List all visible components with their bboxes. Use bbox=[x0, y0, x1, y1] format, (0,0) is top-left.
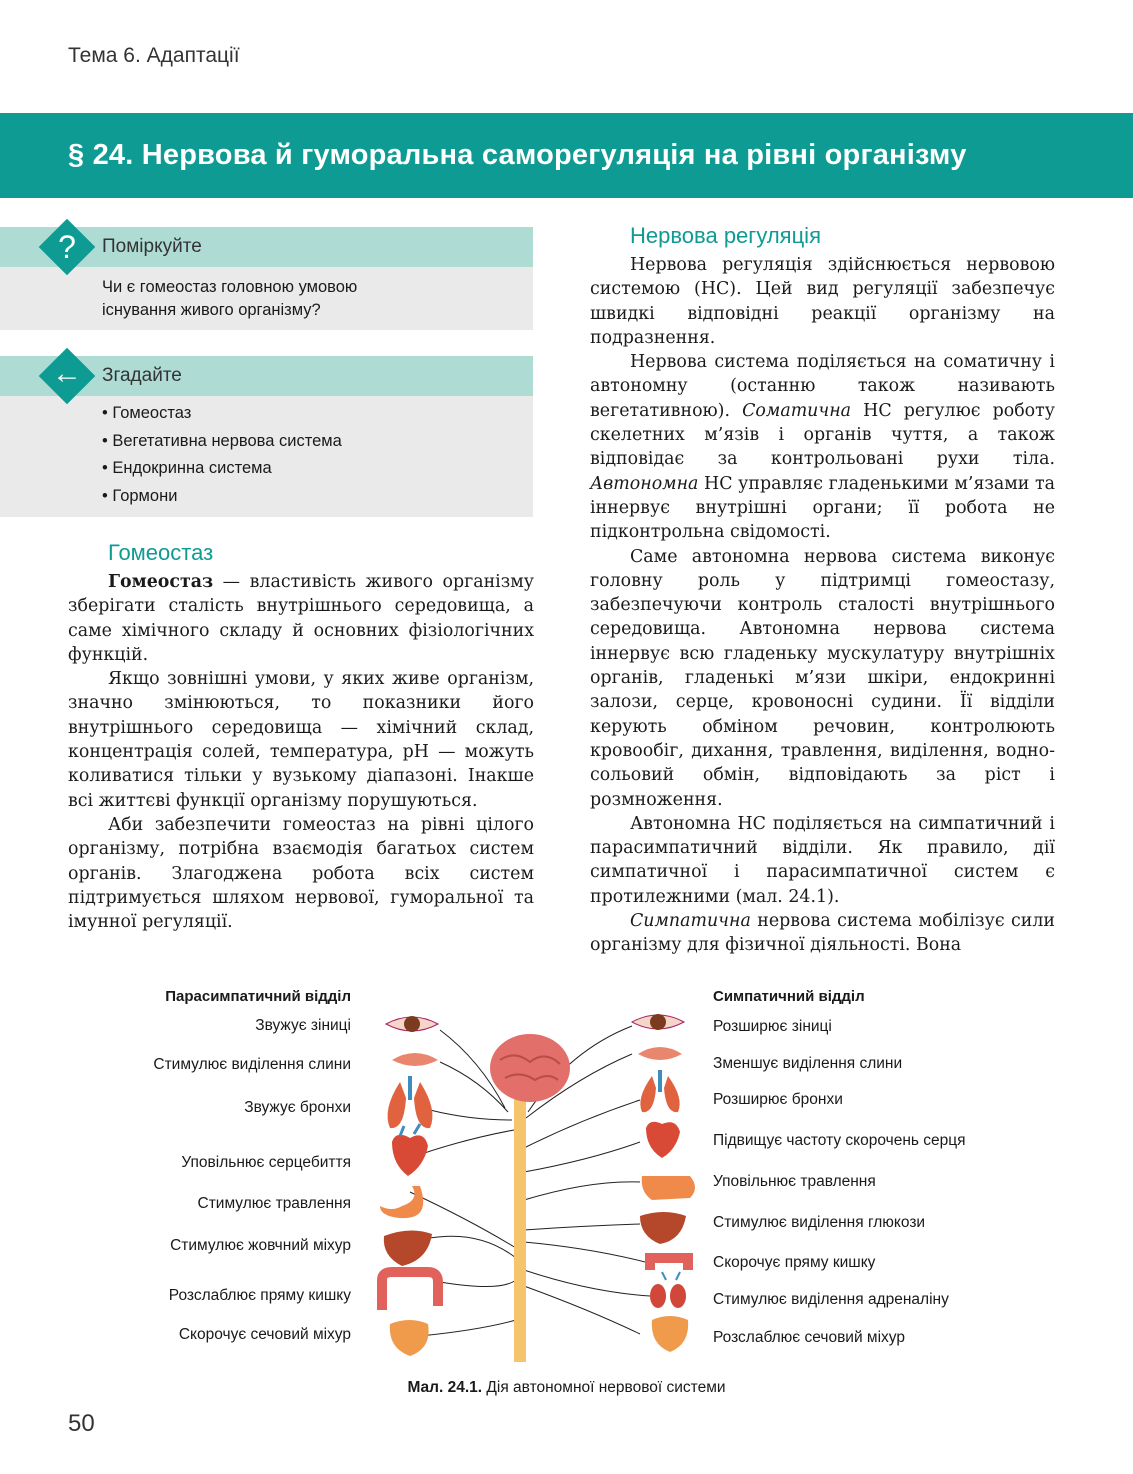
parasympathetic-label: Розслаблює пряму кишку bbox=[168, 1287, 351, 1304]
parasympathetic-label: Стимулює травлення bbox=[197, 1195, 351, 1212]
recall-box-list bbox=[102, 402, 342, 512]
lips-icon bbox=[638, 1047, 682, 1060]
paragraph-text: Нервова система поділяється на соматичну і автономну (останню також називають вегетативною). bbox=[590, 352, 1055, 421]
question-mark-glyph: ? bbox=[58, 229, 76, 265]
sympathetic-label: Скорочує пряму кишку bbox=[713, 1254, 876, 1271]
bladder-icon bbox=[652, 1316, 688, 1352]
section-title: § 24. Нервова й гуморальна саморегуляція на рівні організму bbox=[68, 139, 967, 171]
liver-icon bbox=[384, 1230, 432, 1266]
heart-icon bbox=[392, 1124, 428, 1176]
sympathetic-label: Розслаблює сечовий міхур bbox=[713, 1329, 905, 1346]
paragraph: Аби забезпечити гомеостаз на рівні цілого організму, потрібна взаємодія багатьох систем органів. Злагоджена робота всіх систем підтримується шляхом нервової, гуморальної та імунної регуляції. bbox=[68, 814, 534, 933]
term-autonomic: Автономна bbox=[590, 473, 699, 494]
figure-caption bbox=[0, 1379, 1133, 1397]
recall-box-label: Згадайте bbox=[102, 365, 182, 386]
recall-box bbox=[0, 356, 533, 517]
sympathetic-label: Підвищує частоту скорочень серця bbox=[713, 1132, 966, 1149]
brain-icon bbox=[490, 1034, 570, 1102]
term-somatic: Соматична bbox=[742, 400, 852, 421]
section-title-bar bbox=[0, 113, 1133, 198]
parasympathetic-label: Стимулює виділення слини bbox=[153, 1056, 351, 1073]
sympathetic-title: Симпатичний відділ bbox=[713, 988, 865, 1005]
paragraph bbox=[68, 570, 534, 667]
sympathetic-label: Розширює зіниці bbox=[713, 1018, 832, 1035]
paragraph bbox=[590, 909, 1055, 958]
eye-icon bbox=[386, 1016, 438, 1032]
recall-item: • Гормони bbox=[102, 485, 342, 513]
term-homeostasis: Гомеостаз bbox=[108, 572, 214, 592]
stomach-icon bbox=[380, 1186, 423, 1218]
lips-icon bbox=[392, 1053, 438, 1066]
stomach-icon bbox=[642, 1176, 695, 1200]
recall-item: • Гомеостаз bbox=[102, 402, 342, 430]
figure-drawing bbox=[0, 980, 1133, 1380]
parasympathetic-label: Звужує зіниці bbox=[255, 1017, 351, 1034]
intestine-icon bbox=[382, 1272, 438, 1310]
sympathetic-label: Стимулює виділення глюкози bbox=[713, 1214, 926, 1231]
intestine-icon bbox=[650, 1258, 688, 1270]
bladder-icon bbox=[390, 1320, 429, 1356]
lungs-icon bbox=[388, 1076, 433, 1128]
think-box bbox=[0, 227, 533, 330]
parasympathetic-label: Стимулює жовчний міхур bbox=[170, 1237, 351, 1254]
recall-item: • Вегетативна нервова система bbox=[102, 430, 342, 458]
think-line-1: Чи є гомеостаз головною умовою bbox=[102, 278, 358, 296]
recall-item: • Ендокринна система bbox=[102, 457, 342, 485]
heading-nervous-regulation: Нервова регуляція bbox=[630, 223, 821, 248]
eye-icon bbox=[632, 1014, 684, 1030]
liver-icon bbox=[640, 1212, 686, 1244]
paragraph: Нервова регуляція здійснюється нервовою системою (НС). Цей вид регуляції забезпечує швидкі відповідні реакції організму на подразнення. bbox=[590, 255, 1055, 348]
heart-icon bbox=[646, 1122, 680, 1158]
arrow-left-glyph: ← bbox=[52, 357, 82, 390]
think-line-2: існування живого організму? bbox=[102, 301, 321, 319]
caption-number: Мал. 24.1. bbox=[407, 1379, 483, 1396]
think-box-text bbox=[102, 276, 357, 322]
sympathetic-label: Зменшує виділення слини bbox=[713, 1055, 903, 1072]
think-box-label: Поміркуйте bbox=[102, 236, 202, 257]
paragraph-text: НС регулює роботу скелетних м’язів і органів чуття, а також відповідає за контрольовані рухи тіла. bbox=[590, 400, 1055, 470]
paragraph: Якщо зовнішні умови, у яких живе організм, значно змінюються, то показники його внутрішнього середовища — хімічний склад, концентрація солей, температура, pH — можуть коливатися тільки у вузькому діапазоні. Інакше всі життєві функції організму порушуються. bbox=[68, 669, 534, 811]
parasympathetic-label: Уповільнює серцебиття bbox=[181, 1154, 351, 1171]
spinal-cord bbox=[514, 1092, 526, 1362]
kidneys-icon bbox=[650, 1272, 686, 1308]
paragraph bbox=[590, 350, 1055, 544]
parasympathetic-label: Скорочує сечовий міхур bbox=[178, 1326, 351, 1343]
heading-homeostasis: Гомеостаз bbox=[108, 540, 214, 565]
paragraph-text: НС управляє гладенькими м’язами та іннервує внутрішні органи; її робота не підконтрольна свідомості. bbox=[590, 473, 1055, 543]
parasympathetic-label: Звужує бронхи bbox=[244, 1099, 351, 1116]
sympathetic-label: Стимулює виділення адреналіну bbox=[713, 1291, 949, 1308]
right-organs bbox=[632, 1014, 695, 1352]
paragraph-text: — властивість живого організму зберігати сталість внутрішнього середовища, а саме хімічного складу й основних фізіологічних функцій. bbox=[68, 572, 534, 665]
figure-autonomic-nervous-system bbox=[0, 980, 1133, 1400]
caption-text: Дія автономної нервової системи bbox=[482, 1379, 726, 1396]
paragraph: Саме автономна нервова система виконує головну роль у підтримці гомеостазу, забезпечуючи контроль сталості внутрішнього середовища. Автономна нервова система іннервує всю гладеньку мускулатуру внутрішніх органів, гладенькі м’язи шкіри, ендокринні залози, серце, кровоносні судини. Її відділи керують обміном речовин, контролюють кровообіг, дихання, травлення, виділення, водно-сольовий обмін, відповідають за ріст і розмноження. bbox=[590, 546, 1055, 810]
lungs-icon bbox=[640, 1070, 679, 1112]
sympathetic-label: Уповільнює травлення bbox=[713, 1173, 876, 1190]
term-sympathetic: Симпатична bbox=[630, 911, 751, 932]
sympathetic-label: Розширює бронхи bbox=[713, 1091, 843, 1108]
paragraph: Автономна НС поділяється на симпатичний і парасимпатичний відділи. Як правило, дії симпатичної і парасимпатичної систем є протилежними (мал. 24.1). bbox=[590, 813, 1055, 907]
paragraph-text: нервова система мобілізує сили організму для фізичної діяльності. Вона bbox=[590, 911, 1055, 956]
left-organs bbox=[380, 1016, 438, 1356]
right-column bbox=[590, 223, 1055, 958]
running-head: Тема 6. Адаптації bbox=[68, 44, 240, 67]
left-column bbox=[68, 540, 534, 934]
page-number: 50 bbox=[68, 1410, 95, 1437]
parasympathetic-title: Парасимпатичний відділ bbox=[165, 988, 351, 1005]
